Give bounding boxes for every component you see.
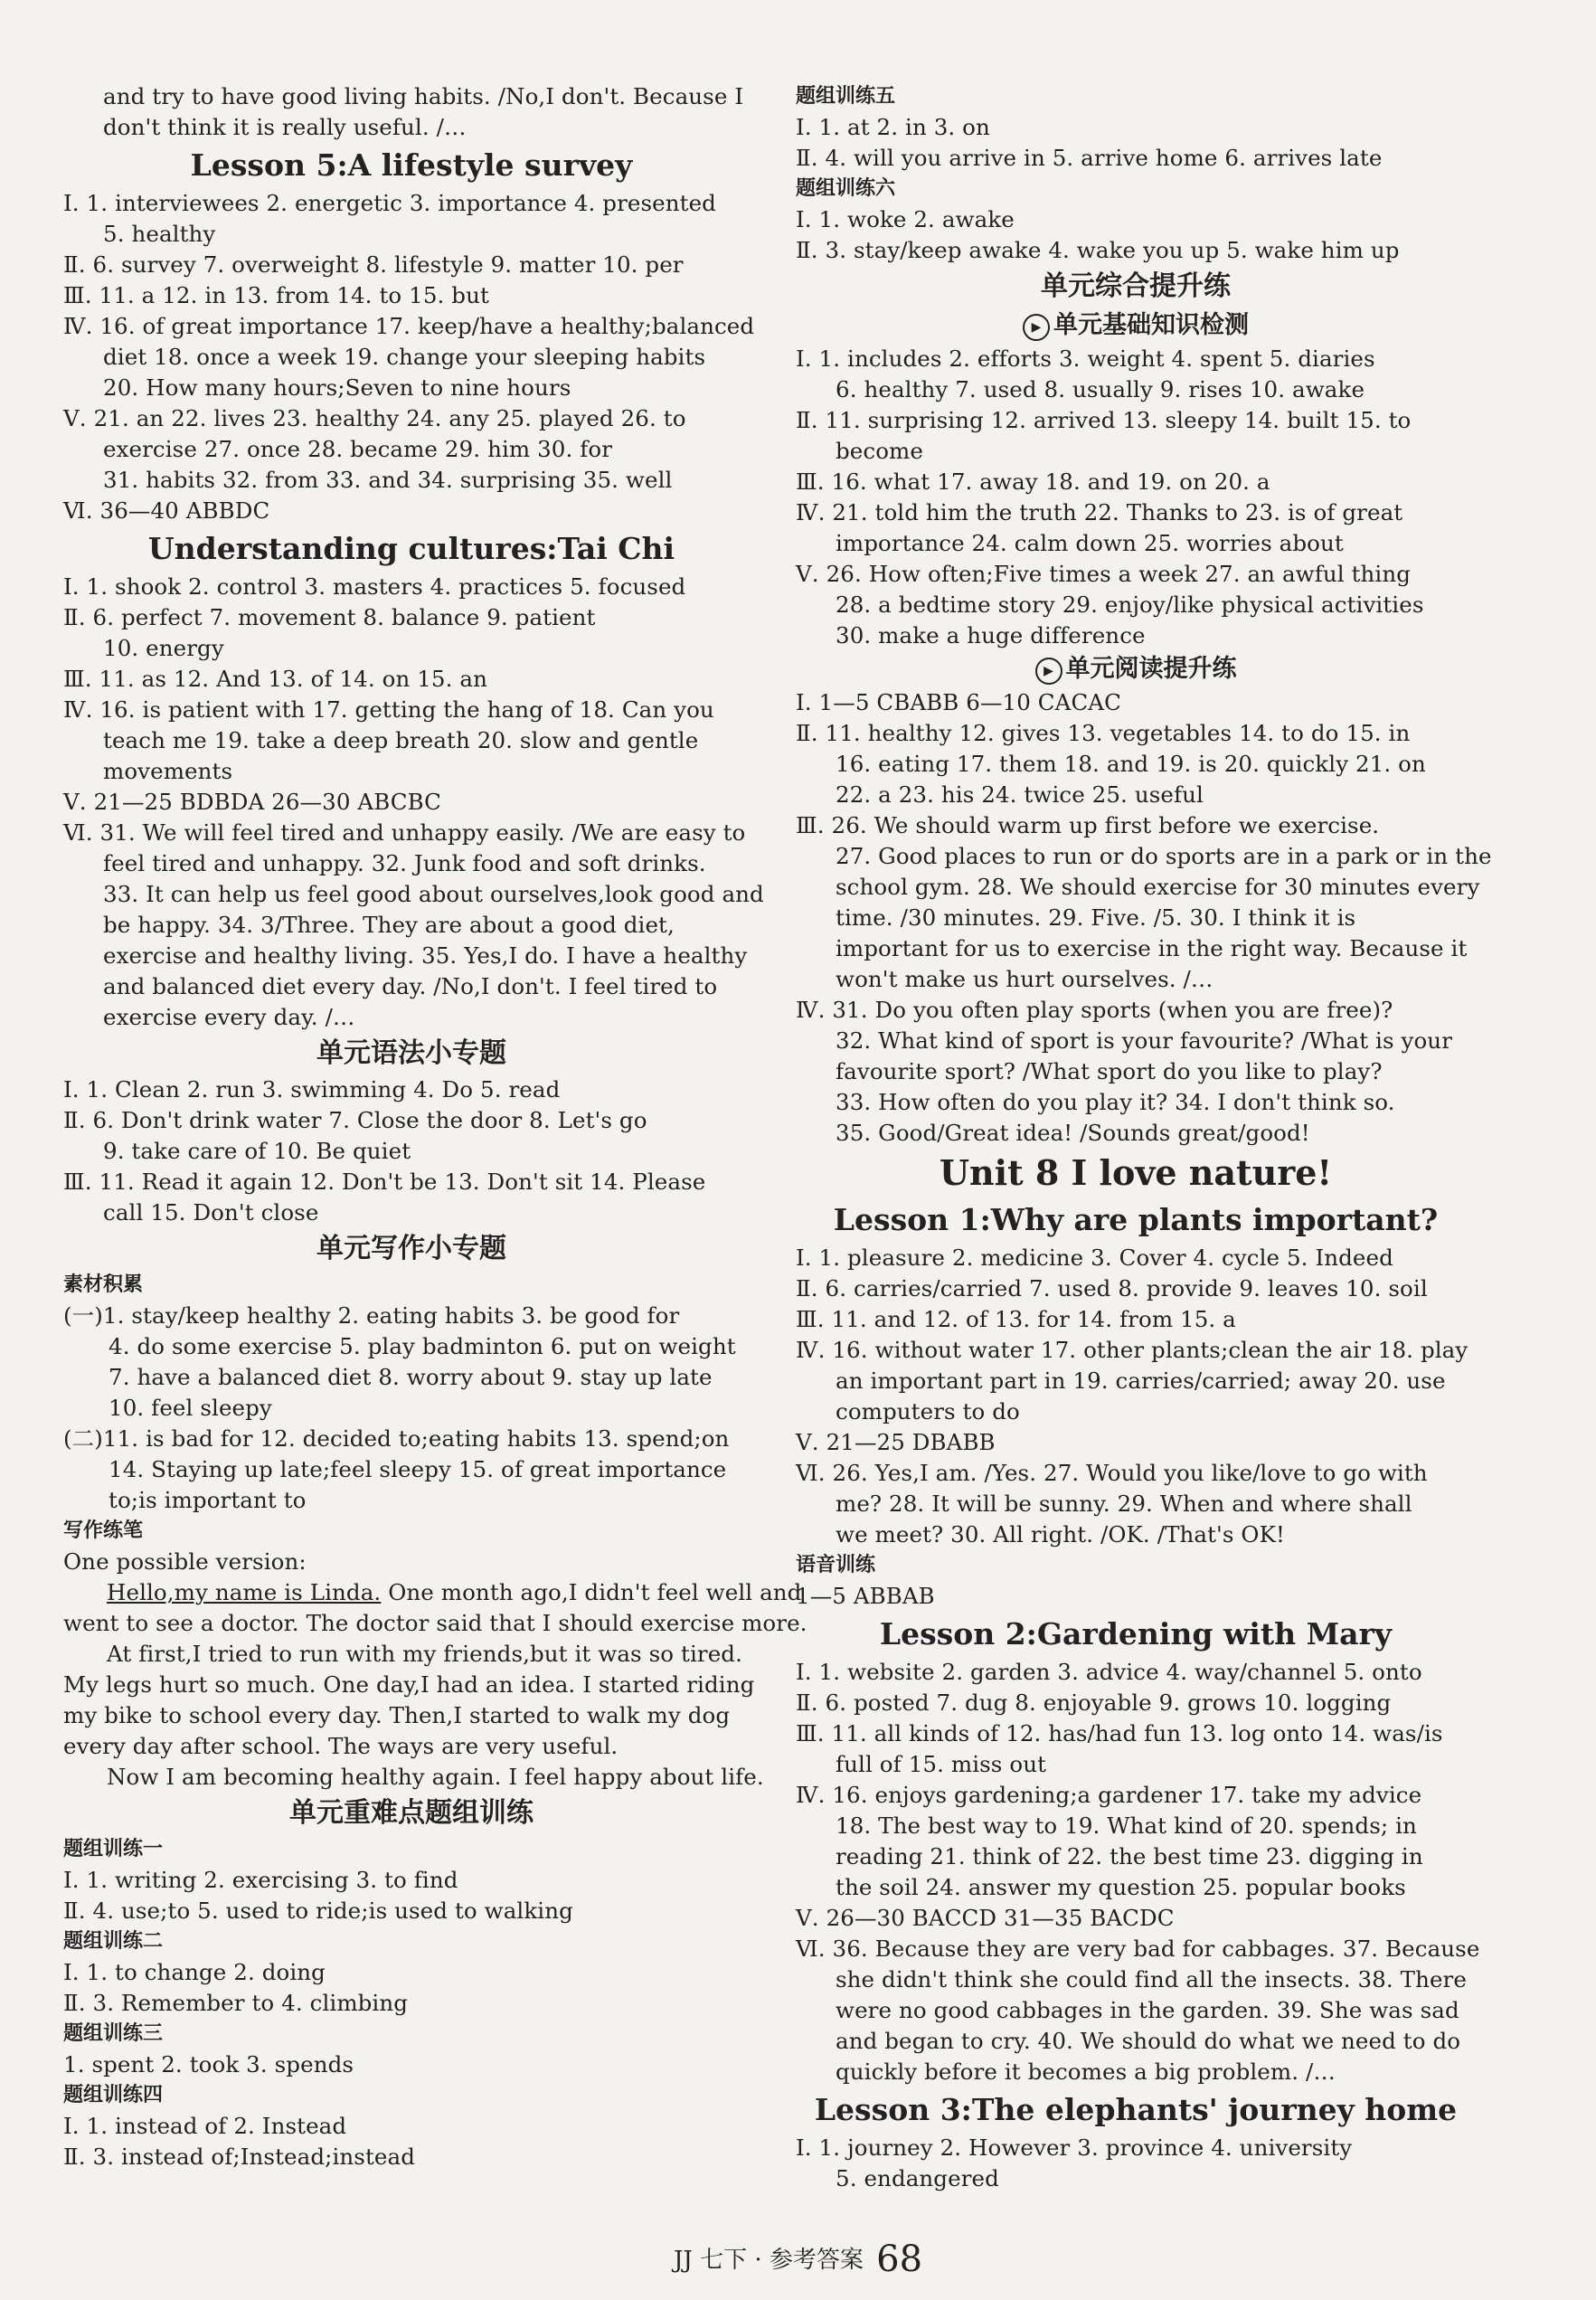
line-text: movements (103, 758, 233, 784)
answer-line (796, 497, 1476, 528)
answer-line (63, 1074, 760, 1105)
line-text: Ⅵ. 36. Because they are very bad for cabbages. 37. Because (796, 1936, 1480, 1962)
line-text: Ⅱ. 6. posted 7. dug 8. enjoyable 9. grows 10. logging (796, 1690, 1392, 1716)
line-text: and try to have good living habits. /No,I don't. Because I (103, 83, 744, 109)
line-text: diet 18. once a week 19. change your sleeping habits (103, 344, 706, 370)
line-text: Ⅲ. 16. what 17. away 18. and 19. on 20. a (796, 469, 1270, 495)
line-text: My legs hurt so much. One day,I had an idea. I started riding (63, 1671, 755, 1698)
answer-line (796, 1964, 1476, 1995)
section-heading (796, 266, 1476, 308)
answer-line (796, 1458, 1476, 1489)
line-text: she didn't think she could find all the insects. 38. There (836, 1966, 1467, 1992)
line-text: Unit 8 I love nature! (939, 1152, 1333, 1193)
underlined-opening: Hello,my name is Linda. (107, 1579, 382, 1605)
line-text: Ⅲ. 11. as 12. And 13. of 14. on 15. an (63, 666, 487, 692)
line-text: be happy. 34. 3/Three. They are about a good diet, (103, 912, 675, 938)
answer-line (63, 1957, 760, 1988)
answer-line (796, 1995, 1476, 2026)
line-text: 14. Staying up late;feel sleepy 15. of great importance (109, 1456, 727, 1482)
line-text: Ⅰ. 1. includes 2. efforts 3. weight 4. spent 5. diaries (796, 345, 1375, 372)
answer-line (63, 342, 760, 373)
line-text: an important part in 19. carries/carried; away 20. use (836, 1368, 1446, 1394)
line-text: 6. healthy 7. used 8. usually 9. rises 10. awake (836, 376, 1365, 402)
answer-line (63, 1608, 807, 1639)
answer-line (63, 1577, 802, 1608)
line-text: to;is important to (109, 1487, 307, 1513)
answer-line (796, 143, 1476, 174)
line-text: 10. energy (103, 635, 224, 661)
answer-line (796, 1335, 1476, 1366)
answer-line (63, 1670, 760, 1700)
answer-line (796, 1489, 1476, 1519)
answer-line (796, 467, 1476, 497)
line-text: 7. have a balanced diet 8. worry about 9. stay up late (109, 1364, 713, 1390)
answer-line (796, 235, 1476, 266)
line-text: Ⅴ. 21—25 DBABB (796, 1429, 996, 1455)
answer-line (796, 1087, 1476, 1118)
lesson-heading (63, 143, 760, 188)
answer-line (63, 572, 760, 602)
line-text: me? 28. It will be sunny. 29. When and where shall (836, 1491, 1412, 1517)
line-text: become (836, 438, 923, 464)
answer-line (63, 188, 760, 219)
answer-line (796, 718, 1476, 749)
answer-line (63, 910, 760, 941)
line-text: exercise every day. /… (103, 1004, 355, 1030)
line-text: Ⅲ. 11. all kinds of 12. has/had fun 13. log onto 14. was/is (796, 1720, 1443, 1746)
answer-line (63, 787, 760, 818)
answer-line (63, 81, 760, 112)
line-text: Ⅰ. 1. at 2. in 3. on (796, 114, 990, 140)
answer-line (796, 1026, 1476, 1056)
line-text: Ⅰ. 1. writing 2. exercising 3. to find (63, 1867, 458, 1893)
unit-heading (796, 1149, 1476, 1197)
group-label (63, 1270, 760, 1301)
answer-line (63, 1639, 760, 1670)
line-text: Ⅳ. 16. is patient with 17. getting the hang of 18. Can you (63, 696, 714, 723)
line-text: 题组训练二 (63, 1930, 164, 1953)
answer-line (796, 112, 1476, 143)
line-text: 语音训练 (796, 1554, 876, 1576)
answer-line (796, 1581, 1476, 1612)
answer-line (796, 2057, 1476, 2087)
answer-line (63, 1896, 760, 1926)
section-heading (63, 1033, 760, 1074)
answer-line (63, 2111, 760, 2142)
line-text: and began to cry. 40. We should do what we need to do (836, 2028, 1461, 2054)
line-text: 单元综合提升练 (1041, 270, 1231, 302)
answer-line (796, 1304, 1476, 1335)
answer-line (796, 1056, 1476, 1087)
line-text: computers to do (836, 1398, 1020, 1424)
line-text: teach me 19. take a deep breath 20. slow and gentle (103, 727, 699, 753)
answer-line (63, 280, 760, 311)
line-text: exercise and healthy living. 35. Yes,I do. I have a healthy (103, 942, 748, 969)
line-text: Ⅱ. 4. will you arrive in 5. arrive home 6. arrives late (796, 145, 1383, 171)
answer-line (796, 2026, 1476, 2057)
answer-line (63, 250, 760, 280)
subsection-heading (796, 308, 1476, 344)
line-text: 31. habits 32. from 33. and 34. surprising 35. well (103, 467, 673, 493)
line-text: 35. Good/Great idea! /Sounds great/good! (836, 1120, 1310, 1146)
line-text: 30. make a huge difference (836, 622, 1146, 648)
line-text: Ⅰ. 1. interviewees 2. energetic 3. importance 4. presented (63, 190, 716, 216)
page-footer (0, 2238, 1596, 2280)
answer-line (796, 1780, 1476, 1811)
line-text: Ⅰ. 1. Clean 2. run 3. swimming 4. Do 5. read (63, 1076, 561, 1103)
line-text: Ⅳ. 31. Do you often play sports (when you are free)? (796, 997, 1393, 1023)
answer-line (796, 1519, 1476, 1550)
answer-line (63, 403, 760, 434)
answer-line (63, 818, 760, 848)
answer-line (63, 848, 760, 879)
answer-line (796, 1903, 1476, 1934)
line-text: every day after school. The ways are very useful. (63, 1733, 619, 1759)
line-text: favourite sport? /What sport do you like to play? (836, 1058, 1383, 1084)
answer-line (796, 1872, 1476, 1903)
answer-line (63, 633, 760, 664)
lesson-heading (63, 526, 760, 572)
answer-line (796, 344, 1476, 374)
line-text: Lesson 3:The elephants' journey home (814, 2092, 1458, 2127)
answer-line (796, 964, 1476, 995)
answer-line (796, 810, 1476, 841)
answer-line (63, 465, 760, 496)
group-label (796, 174, 1476, 204)
line-text: quickly before it becomes a big problem. /… (836, 2059, 1336, 2085)
line-text: Ⅴ. 21—25 BDBDA 26—30 ABCBC (63, 789, 442, 815)
line-text: Lesson 2:Gardening with Mary (879, 1616, 1393, 1652)
line-text: call 15. Don't close (103, 1199, 319, 1226)
line-text: Ⅴ. 26—30 BACCD 31—35 BACDC (796, 1905, 1175, 1931)
line-text: 单元基础知识检测 (1053, 311, 1249, 339)
line-text: Ⅱ. 6. perfect 7. movement 8. balance 9. patient (63, 604, 596, 630)
line-text: 题组训练六 (796, 177, 896, 200)
answer-line (63, 664, 760, 695)
answer-line (63, 1454, 760, 1485)
answer-line (796, 590, 1476, 620)
line-text: the soil 24. answer my question 25. popular books (836, 1874, 1406, 1900)
line-text: 28. a bedtime story 29. enjoy/like physical activities (836, 592, 1424, 618)
lesson-heading (796, 1612, 1476, 1657)
line-text: Ⅰ. 1. shook 2. control 3. masters 4. practices 5. focused (63, 573, 686, 600)
lesson-heading (796, 2087, 1476, 2133)
line-text: 题组训练五 (796, 85, 896, 108)
answer-line (63, 1002, 760, 1033)
answer-line (796, 1811, 1476, 1841)
line-text: 16. eating 17. them 18. and 19. is 20. quickly 21. on (836, 751, 1426, 777)
line-text: Ⅰ. 1. to change 2. doing (63, 1959, 326, 1985)
answer-line (796, 872, 1480, 903)
line-text: Ⅰ. 1. pleasure 2. medicine 3. Cover 4. cycle 5. Indeed (796, 1245, 1393, 1271)
line-text: time. /30 minutes. 29. Five. /5. 30. I think it is (836, 904, 1356, 931)
line-text: Understanding cultures:Tai Chi (147, 531, 675, 566)
line-text: 33. How often do you play it? 34. I don't think so. (836, 1089, 1395, 1115)
answer-line (63, 1547, 760, 1577)
answer-line (796, 2163, 1476, 2194)
answer-line (796, 903, 1476, 933)
right-column (796, 81, 1492, 2194)
line-text: 20. How many hours;Seven to nine hours (103, 374, 571, 401)
line-text: Now I am becoming healthy again. I feel happy about life. (107, 1764, 764, 1790)
answer-line (796, 405, 1476, 436)
line-text: (二)11. is bad for 12. decided to;eating habits 13. spend;on (63, 1425, 730, 1452)
answer-line (796, 933, 1476, 964)
line-text: Ⅱ. 6. Don't drink water 7. Close the door 8. Let's go (63, 1107, 647, 1133)
answer-line (796, 2133, 1476, 2163)
play-icon: ▶ (1035, 658, 1062, 685)
line-text: exercise 27. once 28. became 29. him 30. for (103, 436, 613, 462)
line-text: Ⅳ. 16. enjoys gardening;a gardener 17. take my advice (796, 1782, 1422, 1808)
line-text: 32. What kind of sport is your favourite? /What is your (836, 1027, 1453, 1054)
answer-line (796, 1118, 1476, 1149)
line-text: reading 21. think of 22. the best time 23. digging in (836, 1843, 1423, 1869)
line-text: 单元重难点题组训练 (289, 1797, 534, 1829)
answer-line (63, 695, 760, 725)
line-text: Ⅵ. 26. Yes,I am. /Yes. 27. Would you like/love to go with (796, 1460, 1428, 1486)
line-text: Lesson 5:A lifestyle survey (190, 147, 633, 183)
answer-line (63, 2142, 760, 2172)
line-text: don't think it is really useful. /… (103, 114, 467, 140)
line-text: Ⅱ. 3. Remember to 4. climbing (63, 1990, 409, 2016)
play-icon: ▶ (1023, 314, 1050, 341)
line-text: (一)1. stay/keep healthy 2. eating habits 3. be good for (63, 1302, 680, 1329)
line-text: feel tired and unhappy. 32. Junk food and soft drinks. (103, 850, 706, 876)
line-text: Ⅱ. 3. instead of;Instead;instead (63, 2144, 416, 2170)
line-text: Ⅲ. 11. a 12. in 13. from 14. to 15. but (63, 282, 489, 308)
answer-line (796, 1427, 1476, 1458)
answer-line (63, 112, 760, 143)
line-text: Ⅱ. 3. stay/keep awake 4. wake you up 5. wake him up (796, 237, 1400, 263)
answer-line (63, 219, 760, 250)
answer-line (796, 1396, 1476, 1427)
line-text: Lesson 1:Why are plants important? (833, 1202, 1439, 1237)
line-text: 1—5 ABBAB (796, 1583, 935, 1609)
answer-line (63, 2049, 760, 2080)
answer-line (63, 1393, 760, 1424)
line-text: 33. It can help us feel good about ourselves,look good and (103, 881, 764, 907)
line-text: 9. take care of 10. Be quiet (103, 1138, 411, 1164)
group-label (63, 1926, 760, 1957)
answer-line (63, 496, 760, 526)
line-text: 单元写作小专题 (316, 1233, 506, 1264)
answer-line (63, 879, 764, 910)
answer-line (63, 725, 760, 756)
group-label (63, 2019, 760, 2049)
line-text: Ⅰ. 1. journey 2. However 3. province 4. university (796, 2134, 1353, 2161)
line-text: Ⅱ. 4. use;to 5. used to ride;is used to walking (63, 1898, 573, 1924)
answer-line (63, 1700, 760, 1731)
answer-line (63, 311, 760, 342)
line-text: 5. healthy (103, 221, 216, 247)
answer-line (63, 434, 760, 465)
answer-line (63, 373, 760, 403)
group-label (796, 1550, 1476, 1581)
line-text: Ⅳ. 21. told him the truth 22. Thanks to 23. is of great (796, 499, 1403, 525)
answer-line (796, 436, 1476, 467)
line-text: 素材积累 (63, 1273, 144, 1296)
lesson-heading (796, 1197, 1476, 1243)
answer-line (63, 756, 760, 787)
line-text: Ⅰ. 1. woke 2. awake (796, 206, 1015, 232)
line-text: importance 24. calm down 25. worries about (836, 530, 1344, 556)
line-text: One month ago,I didn't feel well and (388, 1579, 802, 1605)
answer-line (63, 1731, 760, 1762)
line-text: Ⅱ. 6. carries/carried 7. used 8. provide 9. leaves 10. soil (796, 1275, 1428, 1301)
group-label (63, 1516, 760, 1547)
line-text: Ⅰ. 1—5 CBABB 6—10 CACAC (796, 689, 1121, 715)
answer-line (796, 528, 1476, 559)
section-heading (63, 1228, 760, 1270)
line-text: Ⅰ. 1. website 2. garden 3. advice 4. way/channel 5. onto (796, 1659, 1422, 1685)
line-text: Ⅱ. 11. surprising 12. arrived 13. sleepy 14. built 15. to (796, 407, 1412, 433)
answer-line (796, 749, 1476, 780)
line-text: At first,I tried to run with my friends,but it was so tired. (107, 1641, 742, 1667)
line-text: 22. a 23. his 24. twice 25. useful (836, 781, 1204, 808)
line-text: Ⅴ. 21. an 22. lives 23. healthy 24. any 25. played 26. to (63, 405, 686, 431)
answer-line (63, 1424, 760, 1454)
answer-line (796, 1749, 1476, 1780)
line-text: Ⅵ. 36—40 ABBDC (63, 497, 270, 524)
line-text: school gym. 28. We should exercise for 30 minutes every (836, 874, 1480, 900)
line-text: 4. do some exercise 5. play badminton 6. put on weight (109, 1333, 736, 1359)
left-column (63, 81, 807, 2172)
answer-line (63, 1197, 760, 1228)
answer-line (796, 620, 1476, 651)
answer-line (796, 204, 1476, 235)
answer-line (63, 1988, 760, 2019)
line-text: Ⅱ. 11. healthy 12. gives 13. vegetables 14. to do 15. in (796, 720, 1411, 746)
line-text: 单元语法小专题 (316, 1037, 506, 1069)
answer-line (796, 1657, 1476, 1688)
line-text: and balanced diet every day. /No,I don't. I feel tired to (103, 973, 718, 999)
line-text: full of 15. miss out (836, 1751, 1047, 1777)
footer-label: JJ 七下 · 参考答案 (673, 2247, 864, 2274)
answer-line (796, 1934, 1480, 1964)
answer-line (796, 995, 1476, 1026)
group-label (63, 2080, 760, 2111)
answer-line (63, 1485, 760, 1516)
answer-line (796, 780, 1476, 810)
answer-line (63, 971, 760, 1002)
line-text: 题组训练四 (63, 2084, 164, 2106)
answer-line (63, 1105, 760, 1136)
group-label (63, 1834, 760, 1865)
line-text: my bike to school every day. Then,I started to walk my dog (63, 1702, 731, 1728)
line-text: 写作练笔 (63, 1519, 144, 1542)
line-text: Ⅱ. 6. survey 7. overweight 8. lifestyle 9. matter 10. per (63, 251, 684, 278)
line-text: One possible version: (63, 1548, 307, 1575)
line-text: Ⅲ. 11. Read it again 12. Don't be 13. Don't sit 14. Please (63, 1169, 706, 1195)
line-text: Ⅲ. 11. and 12. of 13. for 14. from 15. a (796, 1306, 1236, 1332)
line-text: 10. feel sleepy (109, 1395, 272, 1421)
answer-line (63, 1167, 760, 1197)
answer-line (63, 602, 760, 633)
answer-line (63, 1762, 764, 1793)
line-text: 单元阅读提升练 (1065, 655, 1237, 683)
answer-line (796, 1273, 1476, 1304)
line-text: Ⅳ. 16. of great importance 17. keep/have a healthy;balanced (63, 313, 755, 339)
answer-line (63, 1865, 760, 1896)
group-label (796, 81, 1476, 112)
line-text: 题组训练三 (63, 2022, 164, 2045)
line-text: important for us to exercise in the right way. Because it (836, 935, 1468, 961)
answer-line (796, 1243, 1476, 1273)
answer-line (63, 941, 760, 971)
answer-line (63, 1301, 760, 1331)
line-text: won't make us hurt ourselves. /… (836, 966, 1214, 992)
line-text: 5. endangered (836, 2165, 999, 2191)
answer-line (63, 1362, 760, 1393)
line-text: Ⅵ. 31. We will feel tired and unhappy easily. /We are easy to (63, 819, 746, 846)
answer-line (796, 374, 1476, 405)
line-text: Ⅴ. 26. How often;Five times a week 27. an awful thing (796, 561, 1412, 587)
answer-line (796, 841, 1492, 872)
answer-line (796, 559, 1476, 590)
answer-line (796, 687, 1476, 718)
answer-line (796, 1718, 1476, 1749)
line-text: went to see a doctor. The doctor said that I should exercise more. (63, 1610, 807, 1636)
answer-line (796, 1841, 1476, 1872)
section-heading (63, 1793, 760, 1834)
line-text: Ⅲ. 26. We should warm up first before we exercise. (796, 812, 1380, 838)
answer-line (796, 1688, 1476, 1718)
page-number: 68 (876, 2238, 923, 2280)
answer-line (63, 1136, 760, 1167)
line-text: Ⅳ. 16. without water 17. other plants;clean the air 18. play (796, 1337, 1469, 1363)
line-text: 27. Good places to run or do sports are in a park or in the (836, 843, 1492, 869)
line-text: we meet? 30. All right. /OK. /That's OK! (836, 1521, 1285, 1548)
answer-line (63, 1331, 760, 1362)
answer-line (796, 1366, 1476, 1396)
line-text: 1. spent 2. took 3. spends (63, 2051, 354, 2078)
subsection-heading (796, 651, 1476, 687)
line-text: were no good cabbages in the garden. 39. She was sad (836, 1997, 1459, 2023)
line-text: 18. The best way to 19. What kind of 20. spends; in (836, 1813, 1417, 1839)
line-text: Ⅰ. 1. instead of 2. Instead (63, 2113, 347, 2139)
line-text: 题组训练一 (63, 1838, 164, 1860)
